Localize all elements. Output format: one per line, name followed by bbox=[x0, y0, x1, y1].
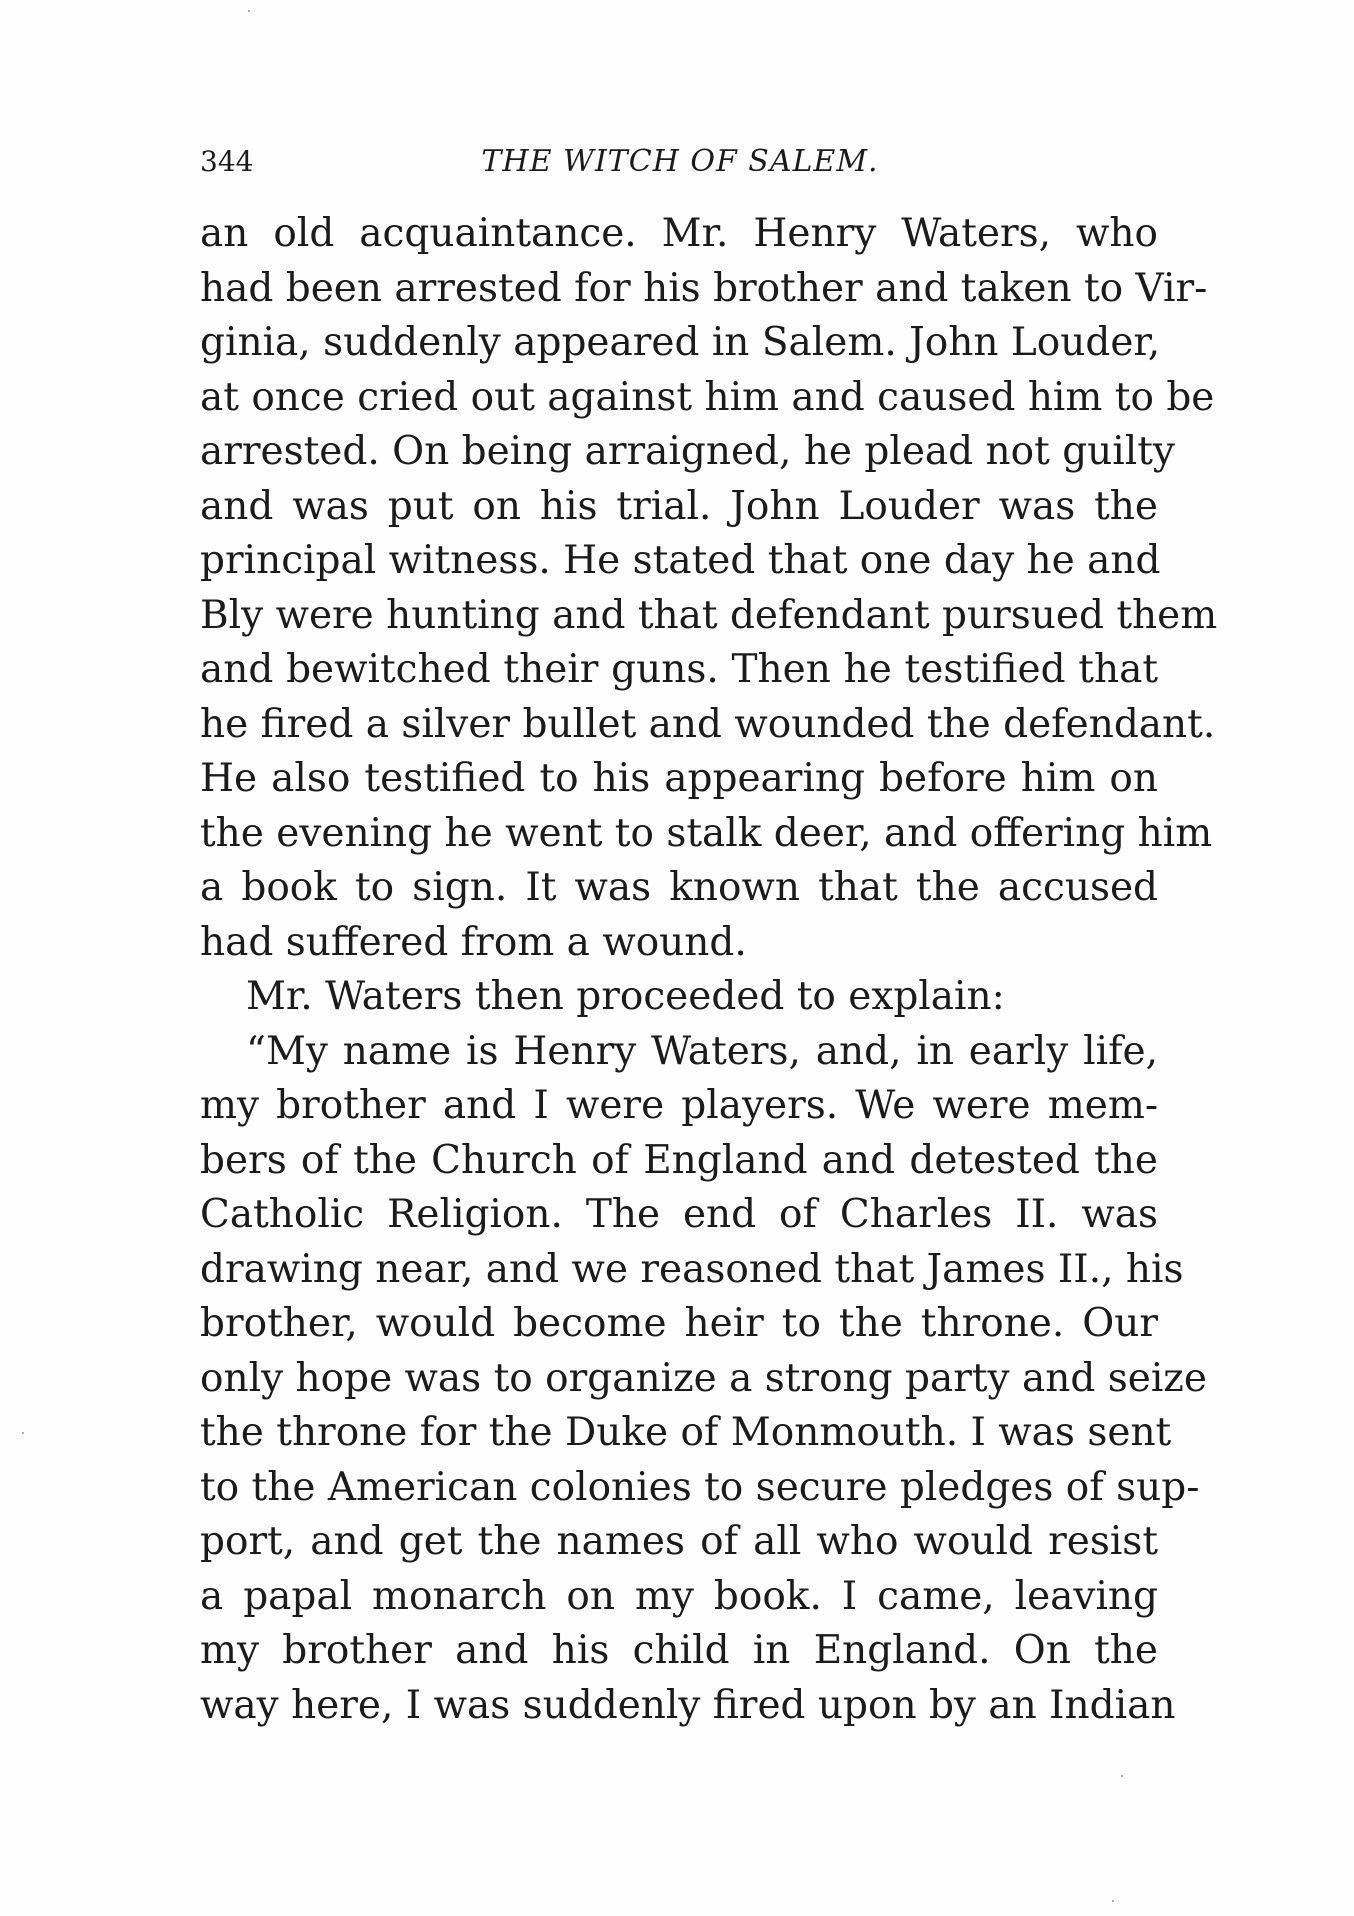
text-line: had suffered from a wound. bbox=[200, 919, 747, 965]
paper-speck bbox=[248, 10, 250, 12]
text-line: way here, I was suddenly fired upon by an Indian bbox=[200, 1682, 1176, 1728]
running-head bbox=[200, 140, 1160, 184]
text-line: and bewitched their guns. Then he testified that bbox=[200, 647, 1158, 692]
text-line: “My name is Henry Waters, and, in early life, bbox=[246, 1028, 1158, 1074]
text-line: Bly were hunting and that defendant pursued them bbox=[200, 592, 1218, 638]
page-number: 344 bbox=[200, 145, 254, 178]
text-line: Mr. Waters then proceeded to explain: bbox=[246, 974, 1005, 1019]
text-line: a papal monarch on my book. I came, leaving bbox=[200, 1573, 1158, 1619]
text-line: only hope was to organize a strong party and seize bbox=[200, 1355, 1207, 1401]
body-text bbox=[200, 207, 1218, 1733]
text-line: had been arrested for his brother and taken to Vir- bbox=[200, 265, 1208, 311]
text-line: the evening he went to stalk deer, and offering him bbox=[200, 810, 1213, 856]
text-line: to the American colonies to secure pledges of sup- bbox=[200, 1464, 1200, 1510]
text-line: port, and get the names of all who would resist bbox=[200, 1519, 1158, 1564]
paper-speck bbox=[1121, 1775, 1123, 1777]
text-line: he fired a silver bullet and wounded the defendant. bbox=[200, 701, 1216, 747]
text-line: drawing near, and we reasoned that James II., his bbox=[200, 1246, 1184, 1292]
text-line: He also testified to his appearing before him on bbox=[200, 756, 1158, 801]
text-line: a book to sign. It was known that the accused bbox=[200, 865, 1158, 910]
text-line: the throne for the Duke of Monmouth. I was sent bbox=[200, 1410, 1172, 1455]
text-line: ginia, suddenly appeared in Salem. John Louder, bbox=[200, 320, 1161, 365]
text-line: my brother and I were players. We were mem- bbox=[200, 1083, 1158, 1128]
running-title: THE WITCH OF SALEM. bbox=[481, 144, 879, 179]
paper-speck bbox=[1112, 1900, 1114, 1902]
text-line: an old acquaintance. Mr. Henry Waters, who bbox=[200, 211, 1158, 256]
text-line: bers of the Church of England and detested the bbox=[200, 1137, 1158, 1183]
text-line: principal witness. He stated that one day he and bbox=[200, 538, 1161, 583]
text-line: at once cried out against him and caused him to be bbox=[200, 374, 1215, 420]
text-line: and was put on his trial. John Louder was the bbox=[200, 483, 1158, 529]
text-line: brother, would become heir to the throne. Our bbox=[200, 1301, 1158, 1346]
text-line: arrested. On being arraigned, he plead not guilty bbox=[200, 429, 1175, 474]
text-line: my brother and his child in England. On the bbox=[200, 1628, 1158, 1673]
text-line: Catholic Religion. The end of Charles II. was bbox=[200, 1192, 1158, 1237]
paper-speck bbox=[22, 1432, 24, 1434]
